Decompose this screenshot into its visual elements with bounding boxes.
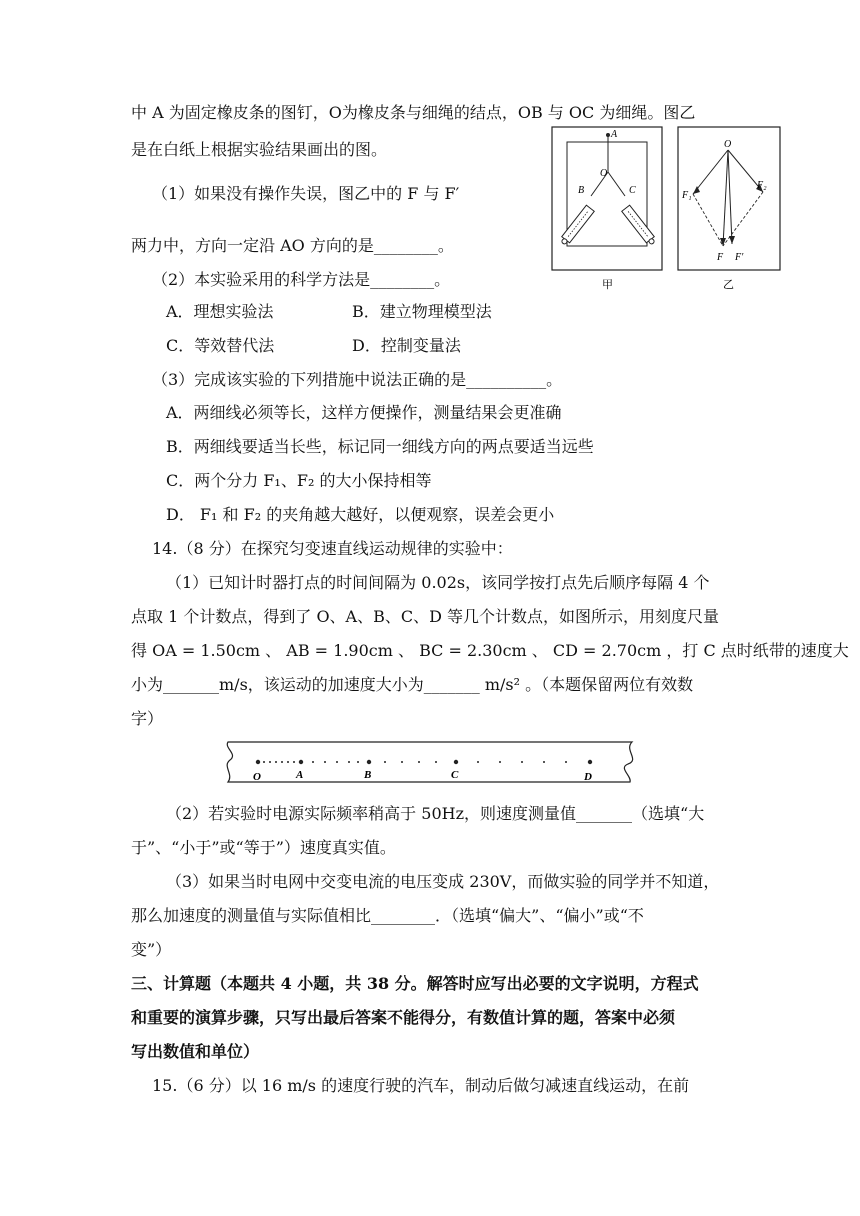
q14-p3-line3: 变”） xyxy=(131,940,172,959)
section3-line2: 和重要的演算步骤，只写出最后答案不能得分，有数值计算的题，答案中必须 xyxy=(131,1008,676,1027)
tape-label-d: D xyxy=(584,771,592,783)
tape-label-c: C xyxy=(451,769,459,781)
yi-label-fprime: F′ xyxy=(735,252,744,263)
tape-label-b: B xyxy=(364,769,372,781)
section3-line1: 三、计算题（本题共 4 小题，共 38 分。解答时应写出必要的文字说明，方程式 xyxy=(131,974,699,993)
figure-yi xyxy=(677,126,781,296)
q13-measure-b: B．两细线要适当长些，标记同一细线方向的两点要适当远些 xyxy=(166,437,594,456)
yi-label-f: F xyxy=(717,252,724,263)
yi-label-o: O xyxy=(724,139,732,150)
q13-part1-a: （1）如果没有操作失误，图乙中的 F 与 F′ xyxy=(152,184,460,203)
q14-p1-line1: （1）已知计时器打点的时间间隔为 0.02s，该同学按打点先后顺序每隔 4 个 xyxy=(166,573,710,592)
q13-part3: （3）完成该实验的下列措施中说法正确的是__________。 xyxy=(152,370,563,389)
section3-line3: 写出数值和单位） xyxy=(131,1042,260,1061)
yi-label-f1: F₁ xyxy=(682,190,692,201)
q14-p1-line2: 点取 1 个计数点，得到了 O、A、B、C、D 等几个计数点，如图所示，用刻度尺量 xyxy=(131,607,720,626)
q14-title: 14.（8 分）在探究匀变速直线运动规律的实验中： xyxy=(152,539,513,558)
q14-p2-line2: 于”、“小于”或“等于”）速度真实值。 xyxy=(131,838,396,857)
q13-option-a: A．理想实验法 xyxy=(166,302,274,321)
intro-line-1: 中 A 为固定橡皮条的图钉，O为橡皮条与细绳的结点，OB 与 OC 为细绳。图乙 xyxy=(131,103,696,122)
jia-label-a: A xyxy=(611,129,618,140)
q14-p1-line3: 得 OA = 1.50cm 、 AB = 1.90cm 、 BC = 2.30cm 、 CD = 2.70cm ，打 C 点时纸带的速度大 xyxy=(131,641,849,660)
q13-option-c: C．等效替代法 xyxy=(166,336,275,355)
jia-label-o: O xyxy=(600,168,608,179)
q13-part1-b: 两力中，方向一定沿 AO 方向的是________。 xyxy=(131,236,454,255)
yi-label-f2: F₂ xyxy=(757,180,767,191)
q13-measure-d: D． F₁ 和 F₂ 的夹角越大越好，以便观察，误差会更小 xyxy=(166,505,555,524)
q13-measure-a: A．两细线必须等长，这样方便操作，测量结果会更准确 xyxy=(166,403,562,422)
q14-p1-line5: 字） xyxy=(131,709,164,728)
jia-caption: 甲 xyxy=(602,279,613,291)
q13-option-b: B．建立物理模型法 xyxy=(352,302,492,321)
tape-label-a: A xyxy=(296,769,304,781)
q13-option-d: D．控制变量法 xyxy=(352,336,461,355)
yi-caption: 乙 xyxy=(723,279,734,291)
q13-part2: （2）本实验采用的科学方法是________。 xyxy=(152,270,451,289)
q14-p1-line4: 小为_______m/s，该运动的加速度大小为_______ m/s² 。（本题保留两位有效数 xyxy=(131,675,694,694)
q13-measure-c: C．两个分力 F₁、F₂ 的大小保持相等 xyxy=(166,471,432,490)
jia-label-c: C xyxy=(629,185,636,196)
q14-p3-line1: （3）如果当时电网中交变电流的电压变成 230V，而做实验的同学并不知道， xyxy=(166,872,720,891)
intro-line-2: 是在白纸上根据实验结果画出的图。 xyxy=(131,140,388,159)
q15-line1: 15.（6 分）以 16 m/s 的速度行驶的汽车，制动后做匀减速直线运动，在前 xyxy=(152,1076,690,1095)
q14-p2-line1: （2）若实验时电源实际频率稍高于 50Hz，则速度测量值_______（选填“大 xyxy=(166,804,705,823)
figure-jia xyxy=(551,126,663,296)
q14-p3-line2: 那么加速度的测量值与实际值相比________．（选填“偏大”、“偏小”或“不 xyxy=(131,906,644,925)
tape-label-o: O xyxy=(253,771,261,783)
paper-tape-figure xyxy=(220,738,640,786)
jia-label-b: B xyxy=(578,185,585,196)
